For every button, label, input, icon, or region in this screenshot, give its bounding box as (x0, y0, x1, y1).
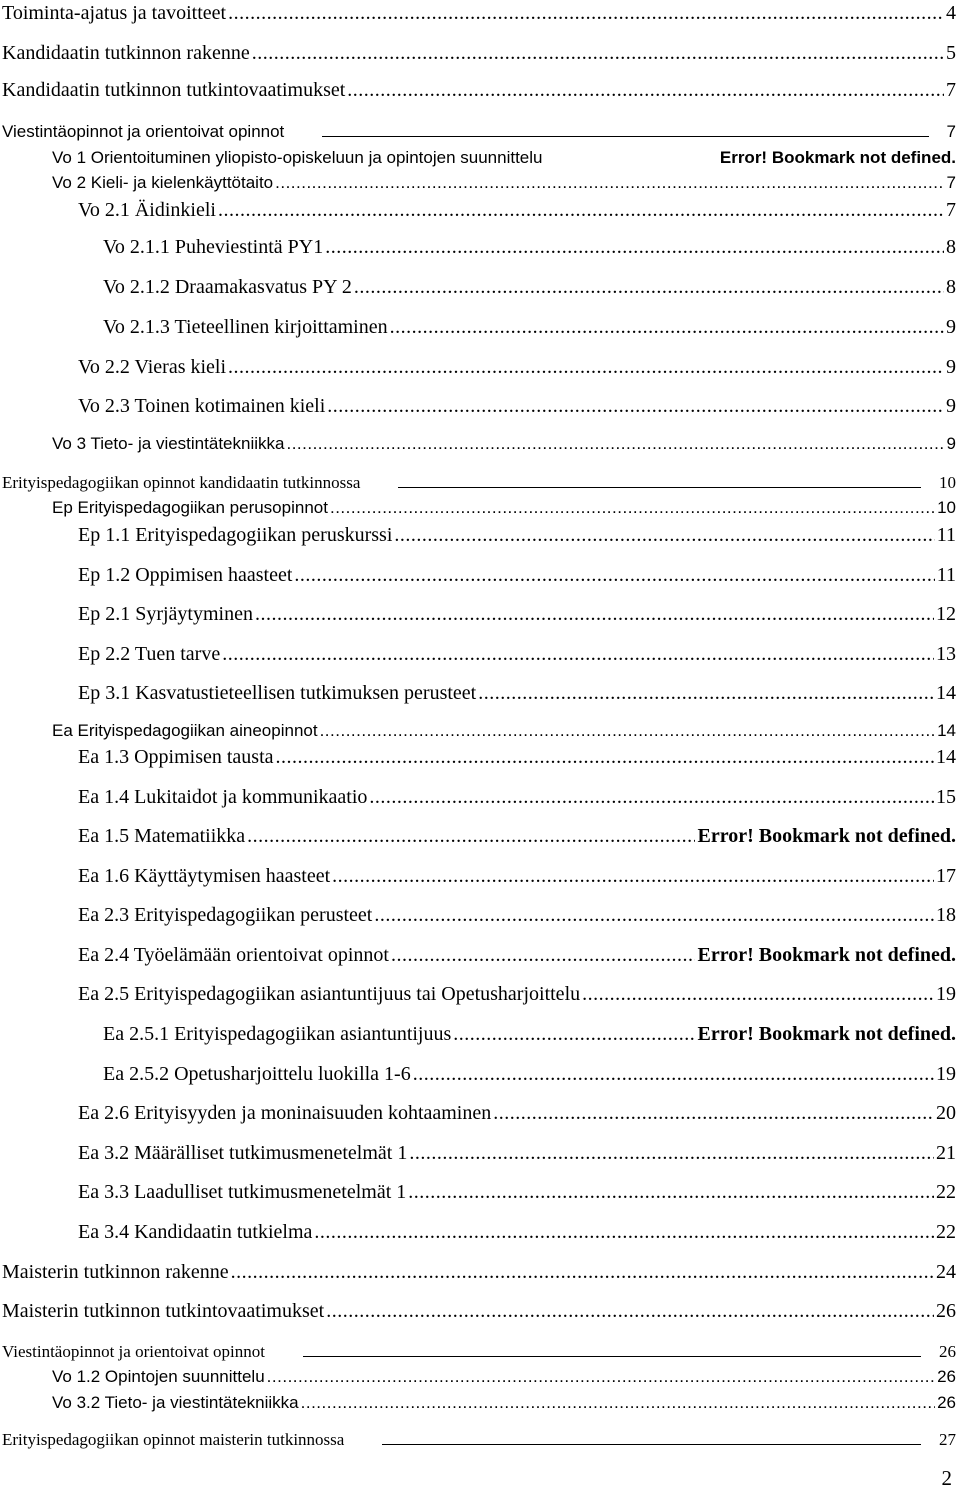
toc-entry-title: Ea 2.5.2 Opetusharjoittelu luokilla 1-6 (103, 1063, 411, 1085)
toc-entry-page: 27 (939, 1430, 956, 1449)
toc-entry-title: Viestintäopinnot ja orientoivat opinnot (2, 122, 285, 141)
toc-leader (301, 1393, 935, 1413)
toc-leader (286, 434, 944, 454)
toc-entry-page: 7 (946, 173, 956, 192)
toc-entry-page: 19 (936, 1063, 956, 1085)
toc-entry[interactable] (0, 2, 956, 25)
toc-entry-page: 7 (946, 79, 956, 101)
toc-entry-page: 26 (937, 1393, 956, 1412)
toc-leader (326, 1300, 934, 1323)
toc-leader (374, 904, 934, 927)
page-number: 2 (941, 1466, 952, 1490)
toc-entry-title: Ep 1.1 Erityispedagogiikan peruskurssi (78, 524, 393, 546)
toc-entry-title: Ep Erityispedagogiikan perusopinnot (52, 498, 328, 517)
toc-entry[interactable] (0, 1342, 956, 1362)
toc-entry-title: Ea Erityispedagogiikan aineopinnot (52, 721, 318, 740)
toc-entry-title: Ep 2.2 Tuen tarve (78, 643, 221, 665)
toc-entry-title: Vo 3 Tieto- ja viestintätekniikka (52, 434, 285, 453)
toc-entry-title: Ea 2.4 Työelämään orientoivat opinnot (78, 944, 389, 966)
toc-leader (276, 746, 934, 769)
toc-entry[interactable] (0, 1300, 956, 1323)
toc-leader (382, 1444, 921, 1445)
toc-entry-title: Kandidaatin tutkinnon tutkintovaatimukset (2, 79, 346, 101)
toc-entry[interactable] (0, 395, 956, 418)
toc-leader (267, 1367, 935, 1387)
toc-entry[interactable] (0, 236, 956, 259)
toc-entry-page: 14 (936, 746, 956, 768)
toc-entry-title: Toiminta-ajatus ja tavoitteet (2, 2, 227, 24)
toc-leader (493, 1102, 934, 1125)
toc-entry-page: Error! Bookmark not defined. (697, 944, 956, 966)
toc-entry[interactable] (0, 276, 956, 299)
toc-entry-title: Ea 3.4 Kandidaatin tutkielma (78, 1221, 313, 1243)
toc-entry-page: 8 (946, 236, 956, 258)
toc-leader (275, 173, 944, 193)
toc-entry-title: Ea 3.2 Määrälliset tutkimusmenetelmät 1 (78, 1142, 408, 1164)
toc-entry-title: Vo 2.3 Toinen kotimainen kieli (78, 395, 326, 417)
toc-leader (478, 682, 934, 705)
toc-entry[interactable] (0, 1261, 956, 1284)
toc-entry-page: 22 (936, 1221, 956, 1243)
toc-leader (394, 524, 934, 547)
toc-entry[interactable] (0, 944, 956, 967)
toc-entry-page: 9 (946, 395, 956, 417)
toc-entry-title: Vo 2.1.1 Puheviestintä PY1 (103, 236, 324, 258)
toc-leader (294, 564, 934, 587)
toc-entry[interactable] (0, 1221, 956, 1244)
toc-entry-title: Erityispedagogiikan opinnot kandidaatin tutkinnossa (2, 473, 361, 492)
toc-leader (322, 136, 928, 137)
toc-entry-page: 9 (946, 316, 956, 338)
toc-entry-page: 26 (936, 1300, 956, 1322)
toc-leader (408, 1181, 934, 1204)
toc-entry[interactable] (0, 1102, 956, 1125)
toc-entry-page: 13 (936, 643, 956, 665)
toc-entry-page: 9 (946, 356, 956, 378)
toc-entry-page: 22 (936, 1181, 956, 1203)
toc-entry-title: Ea 1.5 Matematiikka (78, 825, 246, 847)
toc-entry-page: 12 (936, 603, 956, 625)
toc-entry-page: 14 (936, 682, 956, 704)
toc-entry-title: Ea 1.3 Oppimisen tausta (78, 746, 274, 768)
toc-leader (247, 825, 695, 848)
toc-leader (303, 1356, 921, 1357)
toc-entry-title: Vo 2.1.3 Tieteellinen kirjoittaminen (103, 316, 388, 338)
toc-entry-page: 26 (937, 1367, 956, 1386)
toc-entry-page: 20 (936, 1102, 956, 1124)
toc-entry[interactable] (0, 79, 956, 102)
toc-entry-page: 15 (936, 786, 956, 808)
toc-entry-title: Maisterin tutkinnon rakenne (2, 1261, 229, 1283)
toc-entry[interactable] (0, 904, 956, 927)
toc-entry-page: 19 (936, 983, 956, 1005)
toc-entry[interactable] (0, 148, 956, 168)
toc-entry-title: Kandidaatin tutkinnon rakenne (2, 42, 250, 64)
toc-entry-page: 26 (939, 1342, 956, 1361)
toc-entry-title: Viestintäopinnot ja orientoivat opinnot (2, 1342, 265, 1361)
toc-entry-page: 10 (937, 498, 956, 517)
toc-leader (218, 199, 944, 222)
toc-leader (222, 643, 934, 666)
toc-entry[interactable] (0, 682, 956, 705)
toc-leader (327, 395, 944, 418)
toc-entry[interactable] (0, 524, 956, 547)
toc-entry[interactable] (0, 356, 956, 379)
toc-entry[interactable] (0, 434, 956, 454)
toc-entry-title: Vo 3.2 Tieto- ja viestintätekniikka (52, 1393, 299, 1412)
toc-entry[interactable] (0, 199, 956, 222)
toc-entry-page: 7 (946, 199, 956, 221)
toc-entry[interactable] (0, 316, 956, 339)
toc-entry[interactable] (0, 746, 956, 769)
toc-entry-page: 7 (946, 122, 956, 141)
toc-entry-title: Vo 1.2 Opintojen suunnittelu (52, 1367, 265, 1386)
toc-leader (255, 603, 934, 626)
toc-entry[interactable] (0, 865, 956, 888)
toc-entry[interactable] (0, 122, 956, 142)
toc-leader (330, 498, 935, 518)
toc-leader (332, 865, 934, 888)
toc-entry[interactable] (0, 1367, 956, 1387)
toc-leader (409, 1142, 934, 1165)
toc-leader (320, 721, 936, 741)
toc-entry-title: Ea 1.4 Lukitaidot ja kommunikaatio (78, 786, 368, 808)
toc-leader (252, 42, 944, 65)
toc-entry-page: 14 (937, 721, 956, 740)
toc-entry[interactable] (0, 564, 956, 587)
toc-leader (390, 316, 944, 339)
toc-leader (582, 983, 934, 1006)
toc-entry[interactable] (0, 786, 956, 809)
toc-leader (413, 1063, 934, 1086)
toc-entry-title: Ea 2.5.1 Erityispedagogiikan asiantuntijuus (103, 1023, 452, 1045)
toc-entry-title: Erityispedagogiikan opinnot maisterin tutkinnossa (2, 1430, 345, 1449)
toc-entry-title: Ep 2.1 Syrjäytyminen (78, 603, 253, 625)
toc-entry-page: Error! Bookmark not defined. (697, 825, 956, 847)
toc-leader (391, 944, 696, 967)
toc-entry-title: Vo 2.1 Äidinkieli (78, 199, 216, 221)
toc-entry[interactable] (0, 173, 956, 193)
toc-entry[interactable] (0, 643, 956, 666)
toc-entry[interactable] (0, 1181, 956, 1204)
toc-entry-page: 18 (936, 904, 956, 926)
toc-leader (325, 236, 944, 259)
toc-entry-title: Vo 2.2 Vieras kieli (78, 356, 227, 378)
toc-entry-page: 10 (939, 473, 956, 492)
toc-entry-page: 11 (936, 524, 956, 546)
toc-entry-title: Vo 2.1.2 Draamakasvatus PY 2 (103, 276, 352, 298)
toc-entry-page: 8 (946, 276, 956, 298)
toc-entry[interactable] (0, 42, 956, 65)
toc-entry-title: Ea 2.5 Erityispedagogiikan asiantuntijuus tai Opetusharjoittelu (78, 983, 581, 1005)
toc-entry-page: Error! Bookmark not defined. (719, 148, 956, 167)
toc-entry-title: Maisterin tutkinnon tutkintovaatimukset (2, 1300, 325, 1322)
toc-entry-title: Vo 1 Orientoituminen yliopisto-opiskeluun ja opintojen suunnittelu (52, 148, 543, 167)
toc-entry-page: 21 (936, 1142, 956, 1164)
toc-leader (314, 1221, 934, 1244)
toc-entry-title: Ep 1.2 Oppimisen haasteet (78, 564, 293, 586)
toc-entry-title: Ep 3.1 Kasvatustieteellisen tutkimuksen perusteet (78, 682, 477, 704)
toc-leader (231, 1261, 934, 1284)
toc-entry[interactable] (0, 983, 956, 1006)
toc-entry-page: 11 (936, 564, 956, 586)
toc-leader (228, 2, 944, 25)
toc-entry-page: 17 (936, 865, 956, 887)
toc-leader (347, 79, 944, 102)
toc-leader (228, 356, 944, 379)
toc-entry[interactable] (0, 498, 956, 518)
toc-leader (398, 487, 921, 488)
toc-entry-page: Error! Bookmark not defined. (697, 1023, 956, 1045)
toc-entry[interactable] (0, 1142, 956, 1165)
toc-entry-page: 24 (936, 1261, 956, 1283)
toc-entry[interactable] (0, 1393, 956, 1413)
toc-leader (354, 276, 944, 299)
toc-entry[interactable] (0, 473, 956, 493)
toc-entry-page: 4 (946, 2, 956, 24)
toc-entry-page: 9 (946, 434, 956, 453)
toc-entry[interactable] (0, 721, 956, 741)
toc-entry[interactable] (0, 1023, 956, 1046)
toc-entry-title: Ea 3.3 Laadulliset tutkimusmenetelmät 1 (78, 1181, 407, 1203)
toc-entry-title: Vo 2 Kieli- ja kielenkäyttötaito (52, 173, 274, 192)
toc-entry-title: Ea 2.6 Erityisyyden ja moninaisuuden kohtaaminen (78, 1102, 492, 1124)
toc-entry[interactable] (0, 1063, 956, 1086)
toc-entry[interactable] (0, 825, 956, 848)
toc-entry-title: Ea 1.6 Käyttäytymisen haasteet (78, 865, 331, 887)
toc-entry-page: 5 (946, 42, 956, 64)
toc-entry[interactable] (0, 1430, 956, 1450)
toc-leader (369, 786, 934, 809)
toc-leader (453, 1023, 695, 1046)
toc-entry[interactable] (0, 603, 956, 626)
toc-entry-title: Ea 2.3 Erityispedagogiikan perusteet (78, 904, 373, 926)
